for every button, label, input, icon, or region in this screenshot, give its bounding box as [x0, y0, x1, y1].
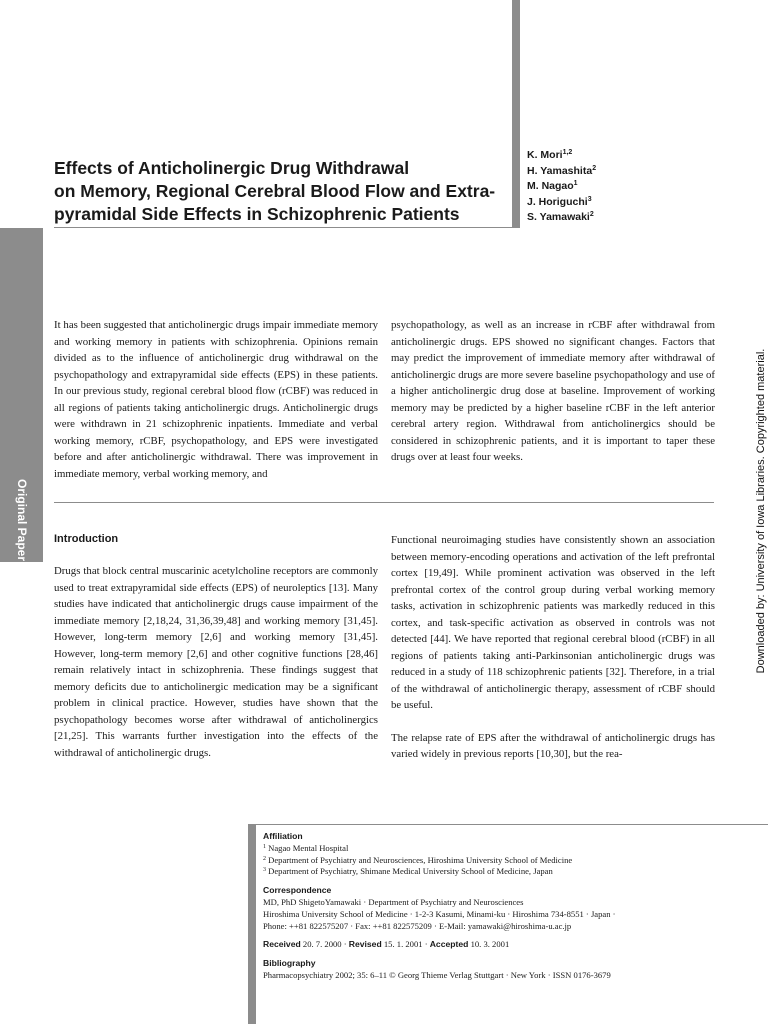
body-paragraph: The relapse rate of EPS after the withdrawal of anticholinergic drugs has varied widely in previous reports [10,30], but the rea- [391, 731, 715, 760]
title-line: pyramidal Side Effects in Schizophrenic Patients [54, 204, 460, 224]
author-name: S. Yamawaki [527, 211, 590, 223]
author-affiliation-mark: 1 [573, 180, 578, 187]
correspondence-line: MD, PhD ShigetoYamawaki · Department of Psychiatry and Neurosciences [263, 896, 524, 907]
abstract-column-right [391, 317, 715, 466]
affiliation-text: Nagao Mental Hospital [268, 842, 349, 853]
affiliation-box-bar [248, 824, 256, 1024]
correspondence-line: Phone: ++81 822575207 · Fax: ++81 822575209 · E-Mail: yamawaki@hiroshima-u.ac.jp [263, 920, 572, 931]
author-name: K. Mori [527, 149, 563, 161]
author [527, 164, 596, 180]
section-label: Original Paper [15, 478, 29, 562]
title-line: Effects of Anticholinergic Drug Withdrawal [54, 158, 410, 178]
author-affiliation-mark: 2 [592, 164, 597, 172]
section-side-tab [0, 228, 43, 775]
author-affiliation-mark: 1,2 [562, 149, 573, 156]
bibliography-text: Pharmacopsychiatry 2002; 35: 6–11 © Georg Thieme Verlag Stuttgart · New York · ISSN 0176-3679 [263, 969, 611, 980]
affiliation-text: Department of Psychiatry and Neurosciences, Hiroshima University School of Medicine [268, 854, 573, 865]
body-paragraph: Drugs that block central muscarinic acetylcholine receptors are commonly used to treat extrapyramidal side effects (EPS) of neuroleptics [13]. Many studies have indicated that anticholinergic drugs cause impairment of the immediate memory [2,18,24, 31,36,39,48] and working memory [31,45]. However, long-term memory [2,6] and working memory [31,45]. However, long-term memory [2,6] and other cognitive functions [28,46] remain relatively intact in schizophrenia. These findings suggest that memory deficits due to anticholinergic medication may be a significant problem in clinical practice. However, studies have shown that the psychopathology becomes worse after withdrawal of anticholinergics [21,25]. This warrants further investigation into the effects of the withdrawal of anticholinergic drugs. [54, 565, 378, 759]
author [527, 195, 596, 211]
accepted-date: 10. 3. 2001 [470, 939, 510, 950]
author-list [527, 148, 596, 226]
introduction-column-right [391, 532, 715, 763]
author [527, 179, 596, 195]
correspondence-heading: Correspondence [263, 885, 332, 896]
author-name: M. Nagao [527, 180, 574, 192]
revised-date: 15. 1. 2001 [383, 939, 423, 950]
header-divider-bar [512, 0, 520, 228]
author [527, 148, 596, 164]
article-title [54, 157, 504, 226]
copyright-watermark: Downloaded by: University of Iowa Libraries. Copyrighted material. [755, 348, 767, 674]
dates-line: Received 20. 7. 2000 · Revised 15. 1. 2001 · Accepted 10. 3. 2001 [263, 939, 510, 950]
affiliation-box [263, 831, 763, 982]
affiliation-mark: 2 [263, 855, 266, 862]
author-name: H. Yamashita [527, 164, 593, 177]
abstract-text: It has been suggested that anticholinergic drugs impair immediate memory and working memory in patients with schizophrenia. Opinions remain divided as to the influence of anticholinergic drug withdrawal on the psychopathology and extrapyramidal side effects (EPS) in these patients. In our previous study, regional cerebral blood flow (rCBF) was reduced in all regions of patients taking anticholinergic drugs. Anticholinergic drugs were withdrawn in 21 schizophrenic inpatients. Immediate and verbal working memory, rCBF, psychopathology, and EPS were investigated before and after anticholinergic withdrawal. There was improvement in immediate memory, verbal working memory, and [54, 319, 378, 480]
affiliation-text: Department of Psychiatry, Shimane Medical University School of Medicine, Japan [268, 866, 553, 877]
affiliation-entry [263, 843, 763, 855]
accepted-label: Accepted [429, 939, 469, 950]
body-paragraph: Functional neuroimaging studies have consistently shown an association between memory-encoding operations and activation of the left prefrontal cortex [19,49]. While prominent activation was observed in the left prefrontal cortex of the control group during verbal working memory tasks, activation in schizophrenic patients was markedly reduced in this cortex, and task-specific activation as observed in controls was not detected [44]. We have reported that regional cerebral blood (rCBF) in all regions of patients taking anti-Parkinsonian anticholinergic drugs was reduced in a study of 118 schizophrenic patients [32]. Therefore, in a trial of the withdrawal of anticholinergic therapy, assessment of rCBF should be useful. [391, 534, 715, 711]
affiliation-entry [263, 855, 763, 867]
bibliography-heading: Bibliography [263, 958, 316, 969]
title-underline-rule [54, 227, 520, 228]
author [527, 210, 596, 226]
author-affiliation-mark: 3 [587, 195, 592, 203]
affiliation-entry [263, 866, 763, 878]
author-name: J. Horiguchi [527, 195, 588, 208]
introduction-column-left [54, 563, 378, 761]
affiliation-box-rule [248, 824, 768, 825]
received-label: Received [263, 939, 301, 950]
affiliation-mark: 1 [263, 843, 266, 850]
revised-label: Revised [348, 939, 382, 950]
introduction-heading: Introduction [54, 533, 119, 545]
abstract-text: psychopathology, as well as an increase in rCBF after withdrawal from anticholinergic drugs. EPS showed no significant changes. Factors that may predict the improvement of immediate memory after withdrawal of anticholinergic drugs are more severe baseline psychopathology and use of a higher anticholinergic drug dose at baseline. Improvement of working memory may be predicted by a higher baseline rCBF in the left anterior cerebral artery region. Withdrawal from anticholinergics should be considered in schizophrenic patients, and it is important to taper these drugs over at least four weeks. [391, 319, 715, 463]
affiliation-mark: 3 [263, 867, 266, 874]
title-line: on Memory, Regional Cerebral Blood Flow and Extra- [54, 181, 496, 201]
author-affiliation-mark: 2 [589, 211, 594, 218]
correspondence-line: Hiroshima University School of Medicine · 1-2-3 Kasumi, Minami-ku · Hiroshima 734-8551 · Japan · [263, 908, 616, 919]
abstract-divider [54, 502, 714, 503]
received-date: 20. 7. 2000 [302, 939, 342, 950]
abstract-column-left [54, 317, 378, 482]
affiliation-heading: Affiliation [263, 831, 303, 841]
page-number: 6 [18, 764, 25, 775]
